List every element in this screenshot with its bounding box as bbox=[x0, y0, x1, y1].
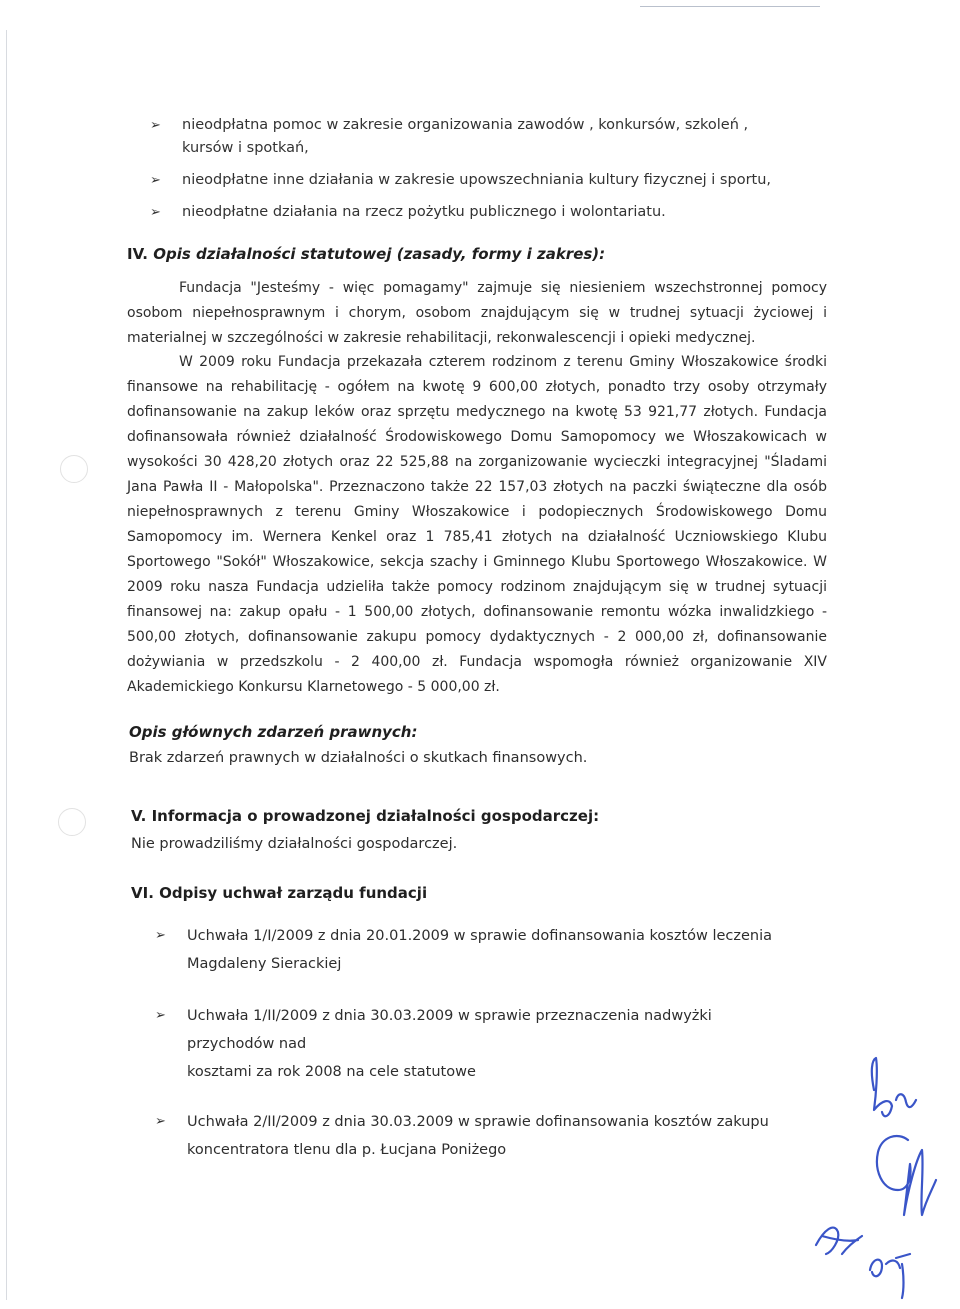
section-vi-heading: VI. Odpisy uchwał zarządu fundacji bbox=[131, 884, 428, 902]
resolution-text: Uchwała 1/I/2009 z dnia 20.01.2009 w sprawie dofinansowania kosztów leczenia bbox=[187, 928, 773, 944]
resolution-text: Magdaleny Sierackiej bbox=[187, 956, 342, 972]
punch-hole-mark bbox=[58, 808, 86, 836]
arrow-bullet-icon: ➢ bbox=[150, 118, 161, 133]
resolution-text: koncentratora tlenu dla p. Łucjana Poniżego bbox=[187, 1142, 507, 1158]
section-v-text: Nie prowadziliśmy działalności gospodarczej. bbox=[131, 836, 458, 852]
list-item bbox=[155, 922, 795, 978]
handwritten-signature bbox=[812, 1040, 952, 1300]
list-item bbox=[155, 1108, 795, 1164]
scan-margin-line bbox=[6, 30, 7, 1300]
arrow-bullet-icon: ➢ bbox=[155, 928, 166, 943]
section-title: Opis działalności statutowej (zasady, formy i zakres): bbox=[153, 245, 606, 263]
resolution-text: Uchwała 2/II/2009 z dnia 30.03.2009 w sprawie dofinansowania kosztów zakupu bbox=[187, 1114, 769, 1130]
section-number: IV. bbox=[127, 245, 148, 263]
statutory-paragraph-2: W 2009 roku Fundacja przekazała czterem rodzinom z terenu Gminy Włoszakowice środki finansowe na rehabilitację - ogółem na kwotę 9 600,00 złotych, ponadto trzy osoby otrzymały dofinansowanie na zakup leków oraz sprzętu medycznego na kwotę 53 921,77 złotych. Fundacja dofinansowała również działalność Środowiskowego Domu Samopomocy we Włoszakowicach w wysokości 30 428,20 złotych oraz 22 525,88 na zorganizowanie wycieczki integracyjnej "Śladami Jana Pawła II - Małopolska". Przeznaczono także 22 157,03 złotych na paczki świąteczne dla osób niepełnosprawnych z terenu Gminy Włoszakowice i podopiecznych Środowiskowego Domu Samopomocy im. Wernera Kenkel oraz 1 785,41 złotych na działalność Uczniowskiego Klubu Sportowego "Sokół" Włoszakowice, sekcja szachy i Gminnego Klubu Sportowego Włoszakowice. W 2009 roku nasza Fundacja udzieliła także pomocy rodzinom znajdującym się w trudnej sytuacji finansowej na: zakup opału - 1 500,00 złotych, dofinansowanie remontu wózka inwalidzkiego - 500,00 złotych, dofinansowanie zakupu pomocy dydaktycznych - 2 000,00 zł, dofinansowanie dożywiania w przedszkolu - 2 400,00 zł. Fundacja wspomogła również organizowanie XIV Akademickiego Konkursu Klarnetowego - 5 000,00 zł. bbox=[127, 354, 827, 695]
list-item bbox=[150, 201, 790, 224]
resolution-text: kosztami za rok 2008 na cele statutowe bbox=[187, 1064, 476, 1080]
bullet-text: nieodpłatne inne działania w zakresie upowszechniania kultury fizycznej i sportu, bbox=[182, 172, 772, 188]
list-item bbox=[155, 1002, 795, 1086]
activity-bullet-list bbox=[150, 114, 790, 233]
arrow-bullet-icon: ➢ bbox=[155, 1008, 166, 1023]
punch-hole-mark bbox=[60, 455, 88, 483]
bullet-text: nieodpłatna pomoc w zakresie organizowania zawodów , konkursów, szkoleń , kursów i spotkań, bbox=[182, 117, 749, 156]
arrow-bullet-icon: ➢ bbox=[150, 173, 161, 188]
list-item bbox=[150, 169, 790, 192]
statutory-paragraph-1: Fundacja "Jesteśmy - więc pomagamy" zajmuje się niesieniem wszechstronnej pomocy osobom niepełnosprawnym i chorym, osobom znajdującym się w trudnej sytuacji życiowej i materialnej w szczególności w zakresie rehabilitacji, rekonwalescencji i opieki medycznej. bbox=[127, 280, 827, 346]
arrow-bullet-icon: ➢ bbox=[150, 205, 161, 220]
resolution-text: Uchwała 1/II/2009 z dnia 30.03.2009 w sprawie przeznaczenia nadwyżki przychodów nad bbox=[187, 1008, 712, 1052]
legal-events-heading: Opis głównych zdarzeń prawnych: bbox=[129, 723, 418, 741]
list-item bbox=[150, 114, 790, 160]
legal-events-text: Brak zdarzeń prawnych w działalności o skutkach finansowych. bbox=[129, 750, 588, 766]
scan-edge-mark bbox=[640, 6, 820, 7]
bullet-text: nieodpłatne działania na rzecz pożytku publicznego i wolontariatu. bbox=[182, 204, 666, 220]
arrow-bullet-icon: ➢ bbox=[155, 1114, 166, 1129]
resolutions-list bbox=[155, 922, 795, 1164]
section-v-heading: V. Informacja o prowadzonej działalności gospodarczej: bbox=[131, 807, 600, 825]
section-iv-heading bbox=[127, 245, 605, 263]
